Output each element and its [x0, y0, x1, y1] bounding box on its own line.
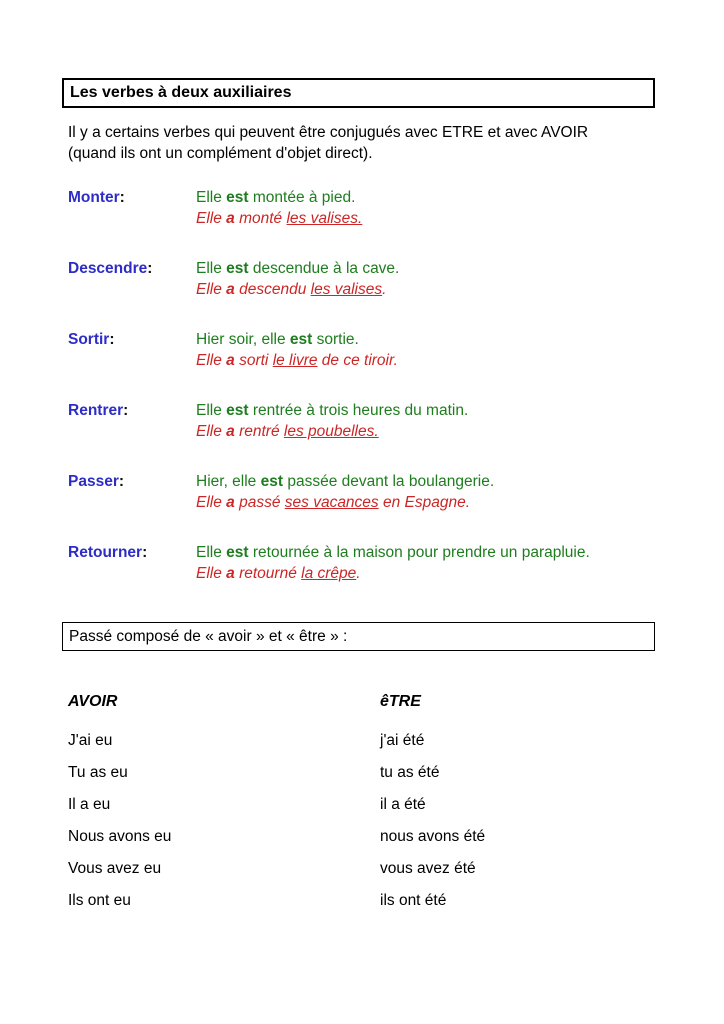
verb-label: Sortir: [68, 331, 110, 348]
conjugation-row: Nous avons eu: [68, 828, 172, 845]
verb-entry-sortir: [68, 329, 662, 371]
conjugation-row: il a été: [380, 796, 426, 813]
verb-label-col: [68, 258, 196, 300]
underlined-object: les poubelles.: [283, 423, 379, 440]
passe-compose-title: Passé composé de « avoir » et « être » :: [69, 628, 348, 645]
verb-colon: :: [118, 473, 125, 490]
avoir-column-header: AVOIR: [68, 693, 118, 710]
conjugation-row: j'ai été: [380, 732, 425, 749]
conjugation-row: J'ai eu: [68, 732, 113, 749]
intro-line-1: Il y a certains verbes qui peuvent être conjugués avec ETRE et avec AVOIR: [68, 124, 589, 141]
verb-label-col: [68, 329, 196, 371]
conjugation-row: nous avons été: [380, 828, 486, 845]
etre-example: Hier, elle est passée devant la boulangerie.: [196, 473, 495, 490]
verb-label: Passer: [68, 473, 119, 490]
verb-label: Rentrer: [68, 402, 124, 419]
verb-colon: :: [142, 544, 148, 561]
verb-label-col: [68, 471, 196, 513]
etre-example: Elle est retournée à la maison pour prendre un parapluie.: [196, 544, 590, 561]
verb-label-col: [68, 400, 196, 442]
verb-examples-list: [68, 187, 662, 584]
conjugation-row: vous avez été: [380, 860, 476, 877]
verb-entry-monter: [68, 187, 662, 229]
verb-examples: [196, 187, 662, 229]
avoir-example: Elle a monté les valises.: [196, 210, 363, 227]
etre-example: Elle est montée à pied.: [196, 189, 356, 206]
verb-entry-descendre: [68, 258, 662, 300]
verb-entry-retourner: [68, 542, 662, 584]
verb-label: Retourner: [68, 544, 143, 561]
verb-colon: :: [147, 260, 153, 277]
page-title: Les verbes à deux auxiliaires: [70, 84, 292, 101]
avoir-example: Elle a rentré les poubelles.: [196, 423, 379, 440]
underlined-object: la crêpe: [301, 565, 357, 582]
conjugation-row: tu as été: [380, 764, 440, 781]
intro-paragraph: [68, 122, 662, 164]
avoir-example: Elle a descendu les valises.: [196, 281, 387, 298]
conjugation-table: [68, 692, 662, 917]
underlined-object: les valises.: [286, 210, 363, 227]
etre-example: Elle est rentrée à trois heures du matin.: [196, 402, 469, 419]
underlined-object: ses vacances: [284, 494, 379, 511]
verb-colon: :: [119, 189, 125, 206]
etre-column: [380, 692, 650, 917]
conjugation-row: ils ont été: [380, 892, 447, 909]
avoir-column: [68, 692, 380, 917]
verb-colon: :: [109, 331, 115, 348]
verb-examples: [196, 471, 662, 513]
etre-example: Elle est descendue à la cave.: [196, 260, 400, 277]
verb-examples: [196, 400, 662, 442]
avoir-example: Elle a passé ses vacances en Espagne.: [196, 494, 471, 511]
verb-examples: [196, 542, 662, 584]
verb-label-col: [68, 187, 196, 229]
etre-column-header: êTRE: [380, 693, 421, 710]
conjugation-row: Vous avez eu: [68, 860, 162, 877]
verb-label-col: [68, 542, 196, 584]
avoir-example: Elle a retourné la crêpe.: [196, 565, 361, 582]
passe-compose-box: [62, 622, 655, 651]
avoir-example: Elle a sorti le livre de ce tiroir.: [196, 352, 398, 369]
underlined-object: les valises: [310, 281, 383, 298]
verb-entry-rentrer: [68, 400, 662, 442]
verb-label: Descendre: [68, 260, 148, 277]
verb-label: Monter: [68, 189, 120, 206]
title-box: [62, 78, 655, 108]
conjugation-row: Tu as eu: [68, 764, 128, 781]
verb-examples: [196, 329, 662, 371]
verb-colon: :: [123, 402, 129, 419]
conjugation-row: Il a eu: [68, 796, 111, 813]
intro-line-2: (quand ils ont un complément d'objet direct).: [68, 145, 373, 162]
verb-examples: [196, 258, 662, 300]
underlined-object: le livre: [272, 352, 318, 369]
conjugation-row: Ils ont eu: [68, 892, 131, 909]
verb-entry-passer: [68, 471, 662, 513]
etre-example: Hier soir, elle est sortie.: [196, 331, 359, 348]
